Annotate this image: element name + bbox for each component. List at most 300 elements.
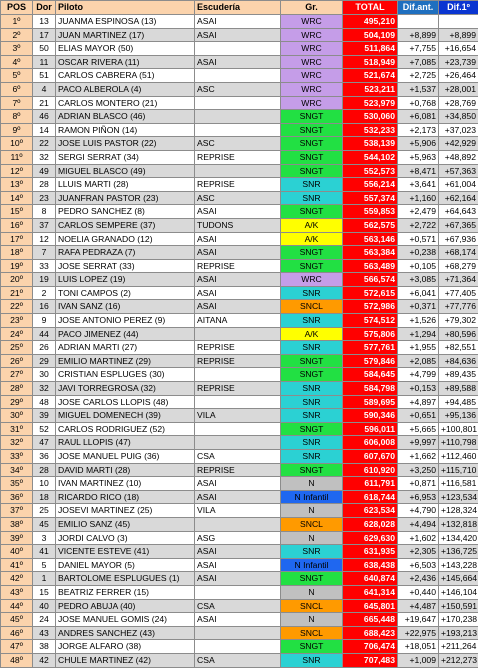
cell-pos: 1º bbox=[1, 15, 33, 29]
cell-piloto: JORDI CALVO (3) bbox=[56, 531, 195, 545]
table-row bbox=[1, 286, 478, 300]
cell-dor: 10 bbox=[33, 477, 56, 491]
cell-dif-first: +134,420 bbox=[439, 531, 478, 545]
cell-dor: 36 bbox=[33, 450, 56, 464]
table-row bbox=[1, 327, 478, 341]
cell-group: N bbox=[281, 504, 343, 518]
cell-dif-ant: +0,105 bbox=[398, 259, 439, 273]
table-row bbox=[1, 504, 478, 518]
cell-escuderia bbox=[195, 422, 281, 436]
cell-dor: 11 bbox=[33, 55, 56, 69]
table-row bbox=[1, 545, 478, 559]
cell-total: 577,761 bbox=[343, 341, 398, 355]
cell-piloto: BARTOLOME ESPLUGUES (1) bbox=[56, 572, 195, 586]
table-row bbox=[1, 69, 478, 83]
cell-escuderia bbox=[195, 395, 281, 409]
cell-piloto: JOSE LUIS PASTOR (22) bbox=[56, 137, 195, 151]
table-row bbox=[1, 640, 478, 654]
table-row bbox=[1, 300, 478, 314]
cell-total: 504,109 bbox=[343, 28, 398, 42]
cell-escuderia: ASAI bbox=[195, 205, 281, 219]
cell-piloto: MIGUEL DOMENECH (39) bbox=[56, 409, 195, 423]
cell-dif-ant: +1,294 bbox=[398, 327, 439, 341]
cell-total: 572,986 bbox=[343, 300, 398, 314]
cell-dif-ant: +6,041 bbox=[398, 286, 439, 300]
cell-piloto: JUANMA ESPINOSA (13) bbox=[56, 15, 195, 29]
cell-dif-first: +68,174 bbox=[439, 246, 478, 260]
cell-dif-first: +23,739 bbox=[439, 55, 478, 69]
cell-dif-ant: +1,160 bbox=[398, 191, 439, 205]
cell-total: 518,949 bbox=[343, 55, 398, 69]
cell-dif-ant: +1,009 bbox=[398, 653, 439, 667]
cell-total: 523,211 bbox=[343, 82, 398, 96]
cell-dif-first: +128,324 bbox=[439, 504, 478, 518]
table-row bbox=[1, 572, 478, 586]
cell-escuderia bbox=[195, 368, 281, 382]
cell-dif-ant: +0,651 bbox=[398, 409, 439, 423]
cell-piloto: JOSE MANUEL PUIG (36) bbox=[56, 450, 195, 464]
cell-dif-ant: +22,975 bbox=[398, 626, 439, 640]
cell-dif-ant: +19,647 bbox=[398, 613, 439, 627]
cell-pos: 46º bbox=[1, 626, 33, 640]
cell-escuderia bbox=[195, 42, 281, 56]
table-row bbox=[1, 436, 478, 450]
cell-pos: 24º bbox=[1, 327, 33, 341]
cell-dif-ant: +1,537 bbox=[398, 82, 439, 96]
cell-dor: 5 bbox=[33, 558, 56, 572]
cell-dif-ant: +2,173 bbox=[398, 123, 439, 137]
cell-piloto: PEDRO SANCHEZ (8) bbox=[56, 205, 195, 219]
table-row bbox=[1, 218, 478, 232]
cell-piloto: JOSE SERRAT (33) bbox=[56, 259, 195, 273]
cell-escuderia: REPRISE bbox=[195, 382, 281, 396]
cell-piloto: EMILIO MARTINEZ (29) bbox=[56, 354, 195, 368]
cell-dif-ant: +2,479 bbox=[398, 205, 439, 219]
cell-total: 631,935 bbox=[343, 545, 398, 559]
cell-total: 645,801 bbox=[343, 599, 398, 613]
table-row bbox=[1, 477, 478, 491]
cell-dor: 24 bbox=[33, 613, 56, 627]
cell-dor: 28 bbox=[33, 178, 56, 192]
cell-group: SNR bbox=[281, 653, 343, 667]
cell-total: 584,798 bbox=[343, 382, 398, 396]
cell-dor: 9 bbox=[33, 314, 56, 328]
cell-pos: 28º bbox=[1, 382, 33, 396]
cell-group: SNGT bbox=[281, 354, 343, 368]
cell-escuderia bbox=[195, 517, 281, 531]
cell-escuderia bbox=[195, 626, 281, 640]
cell-total: 579,846 bbox=[343, 354, 398, 368]
cell-total: 590,346 bbox=[343, 409, 398, 423]
cell-total: 641,314 bbox=[343, 585, 398, 599]
cell-dif-first: +61,004 bbox=[439, 178, 478, 192]
cell-dor: 39 bbox=[33, 409, 56, 423]
cell-dif-first: +193,213 bbox=[439, 626, 478, 640]
cell-dif-first: +48,892 bbox=[439, 150, 478, 164]
cell-pos: 16º bbox=[1, 218, 33, 232]
cell-dif-ant: +2,725 bbox=[398, 69, 439, 83]
cell-group: SNR bbox=[281, 382, 343, 396]
cell-dif-first: +26,464 bbox=[439, 69, 478, 83]
cell-dif-first: +136,725 bbox=[439, 545, 478, 559]
table-row bbox=[1, 354, 478, 368]
table-row bbox=[1, 585, 478, 599]
cell-dif-ant: +0,371 bbox=[398, 300, 439, 314]
cell-dif-ant: +4,487 bbox=[398, 599, 439, 613]
cell-pos: 8º bbox=[1, 110, 33, 124]
cell-piloto: ADRIAN MARTI (27) bbox=[56, 341, 195, 355]
cell-escuderia: ASAI bbox=[195, 273, 281, 287]
cell-group: SNCL bbox=[281, 300, 343, 314]
cell-pos: 20º bbox=[1, 273, 33, 287]
table-row bbox=[1, 395, 478, 409]
table-row bbox=[1, 341, 478, 355]
cell-group: SNR bbox=[281, 409, 343, 423]
cell-total: 665,448 bbox=[343, 613, 398, 627]
cell-group: SNGT bbox=[281, 463, 343, 477]
cell-pos: 13º bbox=[1, 178, 33, 192]
cell-dor: 29 bbox=[33, 354, 56, 368]
cell-escuderia: REPRISE bbox=[195, 178, 281, 192]
cell-dor: 19 bbox=[33, 273, 56, 287]
cell-piloto: CRISTIAN ESPLUGES (30) bbox=[56, 368, 195, 382]
cell-pos: 38º bbox=[1, 517, 33, 531]
cell-escuderia bbox=[195, 585, 281, 599]
cell-total: 618,744 bbox=[343, 490, 398, 504]
cell-pos: 29º bbox=[1, 395, 33, 409]
cell-pos: 7º bbox=[1, 96, 33, 110]
cell-pos: 36º bbox=[1, 490, 33, 504]
cell-escuderia: ASAI bbox=[195, 286, 281, 300]
header-dif-ant: Dif.ant. bbox=[398, 1, 439, 15]
cell-total: 511,864 bbox=[343, 42, 398, 56]
cell-group: SNR bbox=[281, 395, 343, 409]
cell-dif-first: +150,591 bbox=[439, 599, 478, 613]
cell-group: SNGT bbox=[281, 150, 343, 164]
cell-dif-first: +146,104 bbox=[439, 585, 478, 599]
cell-group: SNR bbox=[281, 341, 343, 355]
cell-total: 544,102 bbox=[343, 150, 398, 164]
cell-group: SNR bbox=[281, 314, 343, 328]
cell-pos: 47º bbox=[1, 640, 33, 654]
cell-piloto: CHULE MARTINEZ (42) bbox=[56, 653, 195, 667]
cell-total: 610,920 bbox=[343, 463, 398, 477]
cell-escuderia: REPRISE bbox=[195, 463, 281, 477]
cell-pos: 14º bbox=[1, 191, 33, 205]
cell-dif-first: +89,435 bbox=[439, 368, 478, 382]
cell-dif-ant: +1,662 bbox=[398, 450, 439, 464]
cell-pos: 35º bbox=[1, 477, 33, 491]
cell-dor: 52 bbox=[33, 422, 56, 436]
cell-dor: 38 bbox=[33, 640, 56, 654]
cell-dif-first: +211,264 bbox=[439, 640, 478, 654]
cell-dor: 49 bbox=[33, 164, 56, 178]
cell-piloto: VICENTE ESTEVE (41) bbox=[56, 545, 195, 559]
table-row bbox=[1, 599, 478, 613]
cell-dor: 51 bbox=[33, 69, 56, 83]
cell-escuderia: TUDONS bbox=[195, 218, 281, 232]
table-row bbox=[1, 28, 478, 42]
cell-dif-first: +94,485 bbox=[439, 395, 478, 409]
cell-pos: 34º bbox=[1, 463, 33, 477]
cell-piloto: TONI CAMPOS (2) bbox=[56, 286, 195, 300]
table-row bbox=[1, 42, 478, 56]
cell-escuderia: ASAI bbox=[195, 300, 281, 314]
cell-piloto: JOSE ANTONIO PEREZ (9) bbox=[56, 314, 195, 328]
table-row bbox=[1, 246, 478, 260]
cell-group: A/K bbox=[281, 218, 343, 232]
cell-escuderia: VILA bbox=[195, 409, 281, 423]
cell-escuderia: CSA bbox=[195, 599, 281, 613]
cell-pos: 31º bbox=[1, 422, 33, 436]
cell-piloto: PACO JIMENEZ (44) bbox=[56, 327, 195, 341]
cell-piloto: JOSEVI MARTINEZ (25) bbox=[56, 504, 195, 518]
cell-total: 629,630 bbox=[343, 531, 398, 545]
cell-piloto: CARLOS CABRERA (51) bbox=[56, 69, 195, 83]
cell-dif-first: +8,899 bbox=[439, 28, 478, 42]
cell-escuderia bbox=[195, 96, 281, 110]
cell-escuderia: ASAI bbox=[195, 558, 281, 572]
cell-piloto: IVAN SANZ (16) bbox=[56, 300, 195, 314]
cell-total: 589,695 bbox=[343, 395, 398, 409]
cell-dif-ant: +3,641 bbox=[398, 178, 439, 192]
cell-total: 563,489 bbox=[343, 259, 398, 273]
cell-dif-ant: +4,494 bbox=[398, 517, 439, 531]
cell-dif-first: +145,664 bbox=[439, 572, 478, 586]
cell-pos: 44º bbox=[1, 599, 33, 613]
cell-total: 563,384 bbox=[343, 246, 398, 260]
cell-group: N bbox=[281, 613, 343, 627]
cell-dif-ant: +0,871 bbox=[398, 477, 439, 491]
cell-group: SNCL bbox=[281, 599, 343, 613]
cell-piloto: LLUIS MARTI (28) bbox=[56, 178, 195, 192]
cell-total: 706,474 bbox=[343, 640, 398, 654]
cell-dif-first: +71,364 bbox=[439, 273, 478, 287]
cell-dif-first: +77,776 bbox=[439, 300, 478, 314]
cell-group: N Infantil bbox=[281, 558, 343, 572]
cell-escuderia: ASAI bbox=[195, 545, 281, 559]
cell-piloto: CARLOS RODRIGUEZ (52) bbox=[56, 422, 195, 436]
cell-pos: 11º bbox=[1, 150, 33, 164]
cell-piloto: JUANFRAN PASTOR (23) bbox=[56, 191, 195, 205]
cell-dif-ant: +8,899 bbox=[398, 28, 439, 42]
table-row bbox=[1, 517, 478, 531]
cell-escuderia: ASC bbox=[195, 191, 281, 205]
cell-dor: 13 bbox=[33, 15, 56, 29]
header-pos: POS bbox=[1, 1, 33, 15]
cell-dif-ant: +2,722 bbox=[398, 218, 439, 232]
cell-pos: 10º bbox=[1, 137, 33, 151]
cell-group: SNGT bbox=[281, 164, 343, 178]
cell-dor: 3 bbox=[33, 531, 56, 545]
cell-total: 495,210 bbox=[343, 15, 398, 29]
cell-group: WRC bbox=[281, 96, 343, 110]
cell-dif-ant: +4,897 bbox=[398, 395, 439, 409]
cell-dif-ant: +0,768 bbox=[398, 96, 439, 110]
cell-pos: 4º bbox=[1, 55, 33, 69]
cell-piloto: RAUL LLOPIS (47) bbox=[56, 436, 195, 450]
cell-dif-first: +67,365 bbox=[439, 218, 478, 232]
table-row bbox=[1, 490, 478, 504]
cell-dif-first: +28,769 bbox=[439, 96, 478, 110]
cell-pos: 19º bbox=[1, 259, 33, 273]
cell-pos: 43º bbox=[1, 585, 33, 599]
cell-pos: 45º bbox=[1, 613, 33, 627]
cell-dif-ant: +4,799 bbox=[398, 368, 439, 382]
cell-group: SNGT bbox=[281, 640, 343, 654]
cell-group: SNR bbox=[281, 178, 343, 192]
cell-dif-ant: +8,471 bbox=[398, 164, 439, 178]
cell-piloto: RAFA PEDRAZA (7) bbox=[56, 246, 195, 260]
cell-escuderia bbox=[195, 436, 281, 450]
cell-total: 566,574 bbox=[343, 273, 398, 287]
cell-dif-ant: +6,503 bbox=[398, 558, 439, 572]
cell-dor: 48 bbox=[33, 395, 56, 409]
cell-dif-ant: +1,955 bbox=[398, 341, 439, 355]
cell-dor: 21 bbox=[33, 96, 56, 110]
cell-total: 559,853 bbox=[343, 205, 398, 219]
cell-dif-first: +80,596 bbox=[439, 327, 478, 341]
cell-pos: 23º bbox=[1, 314, 33, 328]
cell-escuderia: REPRISE bbox=[195, 150, 281, 164]
cell-dif-first: +62,164 bbox=[439, 191, 478, 205]
standings-rows bbox=[1, 15, 478, 668]
cell-piloto: PEDRO ABUJA (40) bbox=[56, 599, 195, 613]
cell-dif-first: +132,818 bbox=[439, 517, 478, 531]
cell-group: N bbox=[281, 477, 343, 491]
cell-group: SNGT bbox=[281, 422, 343, 436]
cell-dor: 47 bbox=[33, 436, 56, 450]
cell-total: 538,139 bbox=[343, 137, 398, 151]
cell-escuderia: ASAI bbox=[195, 232, 281, 246]
cell-piloto: JOSE MANUEL GOMIS (24) bbox=[56, 613, 195, 627]
cell-dor: 14 bbox=[33, 123, 56, 137]
cell-escuderia: CSA bbox=[195, 653, 281, 667]
cell-total: 607,670 bbox=[343, 450, 398, 464]
cell-dif-first: +57,363 bbox=[439, 164, 478, 178]
cell-pos: 26º bbox=[1, 354, 33, 368]
cell-dor: 22 bbox=[33, 137, 56, 151]
table-row bbox=[1, 409, 478, 423]
cell-dor: 45 bbox=[33, 517, 56, 531]
cell-piloto: CARLOS MONTERO (21) bbox=[56, 96, 195, 110]
table-row bbox=[1, 82, 478, 96]
table-row bbox=[1, 450, 478, 464]
cell-dor: 16 bbox=[33, 300, 56, 314]
table-row bbox=[1, 531, 478, 545]
cell-dif-ant: +2,305 bbox=[398, 545, 439, 559]
cell-dor: 25 bbox=[33, 504, 56, 518]
cell-piloto: MIGUEL BLASCO (49) bbox=[56, 164, 195, 178]
cell-dif-ant: +2,085 bbox=[398, 354, 439, 368]
cell-escuderia: ASC bbox=[195, 137, 281, 151]
cell-total: 521,674 bbox=[343, 69, 398, 83]
table-row bbox=[1, 382, 478, 396]
cell-total: 574,512 bbox=[343, 314, 398, 328]
cell-group: SNR bbox=[281, 450, 343, 464]
cell-total: 532,233 bbox=[343, 123, 398, 137]
table-row bbox=[1, 137, 478, 151]
header-piloto: Piloto bbox=[56, 1, 195, 15]
cell-dor: 44 bbox=[33, 327, 56, 341]
cell-pos: 33º bbox=[1, 450, 33, 464]
cell-dif-ant: +0,153 bbox=[398, 382, 439, 396]
cell-group: SNGT bbox=[281, 123, 343, 137]
cell-dif-ant: +1,602 bbox=[398, 531, 439, 545]
cell-piloto: ADRIAN BLASCO (46) bbox=[56, 110, 195, 124]
cell-escuderia bbox=[195, 327, 281, 341]
cell-dif-ant: +0,440 bbox=[398, 585, 439, 599]
cell-pos: 17º bbox=[1, 232, 33, 246]
cell-pos: 15º bbox=[1, 205, 33, 219]
cell-dif-first: +143,228 bbox=[439, 558, 478, 572]
cell-pos: 30º bbox=[1, 409, 33, 423]
cell-dif-first: +82,551 bbox=[439, 341, 478, 355]
cell-escuderia: CSA bbox=[195, 450, 281, 464]
cell-escuderia: ASAI bbox=[195, 572, 281, 586]
cell-pos: 32º bbox=[1, 436, 33, 450]
cell-piloto: JAVI TORREGROSA (32) bbox=[56, 382, 195, 396]
cell-piloto: RICARDO RICO (18) bbox=[56, 490, 195, 504]
cell-pos: 39º bbox=[1, 531, 33, 545]
cell-escuderia bbox=[195, 640, 281, 654]
cell-dor: 18 bbox=[33, 490, 56, 504]
cell-dif-first: +42,929 bbox=[439, 137, 478, 151]
cell-dif-first: +123,534 bbox=[439, 490, 478, 504]
cell-total: 575,806 bbox=[343, 327, 398, 341]
cell-piloto: JORGE ALFARO (38) bbox=[56, 640, 195, 654]
cell-escuderia bbox=[195, 164, 281, 178]
cell-piloto: SERGI SERRAT (34) bbox=[56, 150, 195, 164]
cell-pos: 42º bbox=[1, 572, 33, 586]
header-row bbox=[1, 1, 478, 15]
cell-dif-first: +68,279 bbox=[439, 259, 478, 273]
cell-group: N bbox=[281, 585, 343, 599]
cell-dor: 40 bbox=[33, 599, 56, 613]
cell-dor: 42 bbox=[33, 653, 56, 667]
cell-dif-ant: +3,085 bbox=[398, 273, 439, 287]
cell-dor: 12 bbox=[33, 232, 56, 246]
cell-piloto: RAMON PIÑON (14) bbox=[56, 123, 195, 137]
cell-group: WRC bbox=[281, 82, 343, 96]
cell-dif-ant: +1,526 bbox=[398, 314, 439, 328]
cell-dor: 50 bbox=[33, 42, 56, 56]
cell-piloto: LUIS LOPEZ (19) bbox=[56, 273, 195, 287]
cell-dor: 30 bbox=[33, 368, 56, 382]
cell-dor: 7 bbox=[33, 246, 56, 260]
cell-dor: 1 bbox=[33, 572, 56, 586]
cell-piloto: EMILIO SANZ (45) bbox=[56, 517, 195, 531]
cell-dif-first: +115,710 bbox=[439, 463, 478, 477]
header-total: TOTAL bbox=[343, 1, 398, 15]
cell-dif-ant: +9,997 bbox=[398, 436, 439, 450]
cell-dor: 2 bbox=[33, 286, 56, 300]
cell-dif-first: +16,654 bbox=[439, 42, 478, 56]
cell-piloto: BEATRIZ FERRER (15) bbox=[56, 585, 195, 599]
cell-group: SNGT bbox=[281, 259, 343, 273]
cell-group: A/K bbox=[281, 232, 343, 246]
cell-escuderia: VILA bbox=[195, 504, 281, 518]
cell-total: 638,438 bbox=[343, 558, 398, 572]
cell-group: SNR bbox=[281, 436, 343, 450]
cell-dif-ant: +6,081 bbox=[398, 110, 439, 124]
cell-dif-first: +64,643 bbox=[439, 205, 478, 219]
table-row bbox=[1, 232, 478, 246]
table-row bbox=[1, 626, 478, 640]
cell-dif-first: +116,581 bbox=[439, 477, 478, 491]
cell-dif-ant: +7,755 bbox=[398, 42, 439, 56]
cell-escuderia: ASC bbox=[195, 82, 281, 96]
